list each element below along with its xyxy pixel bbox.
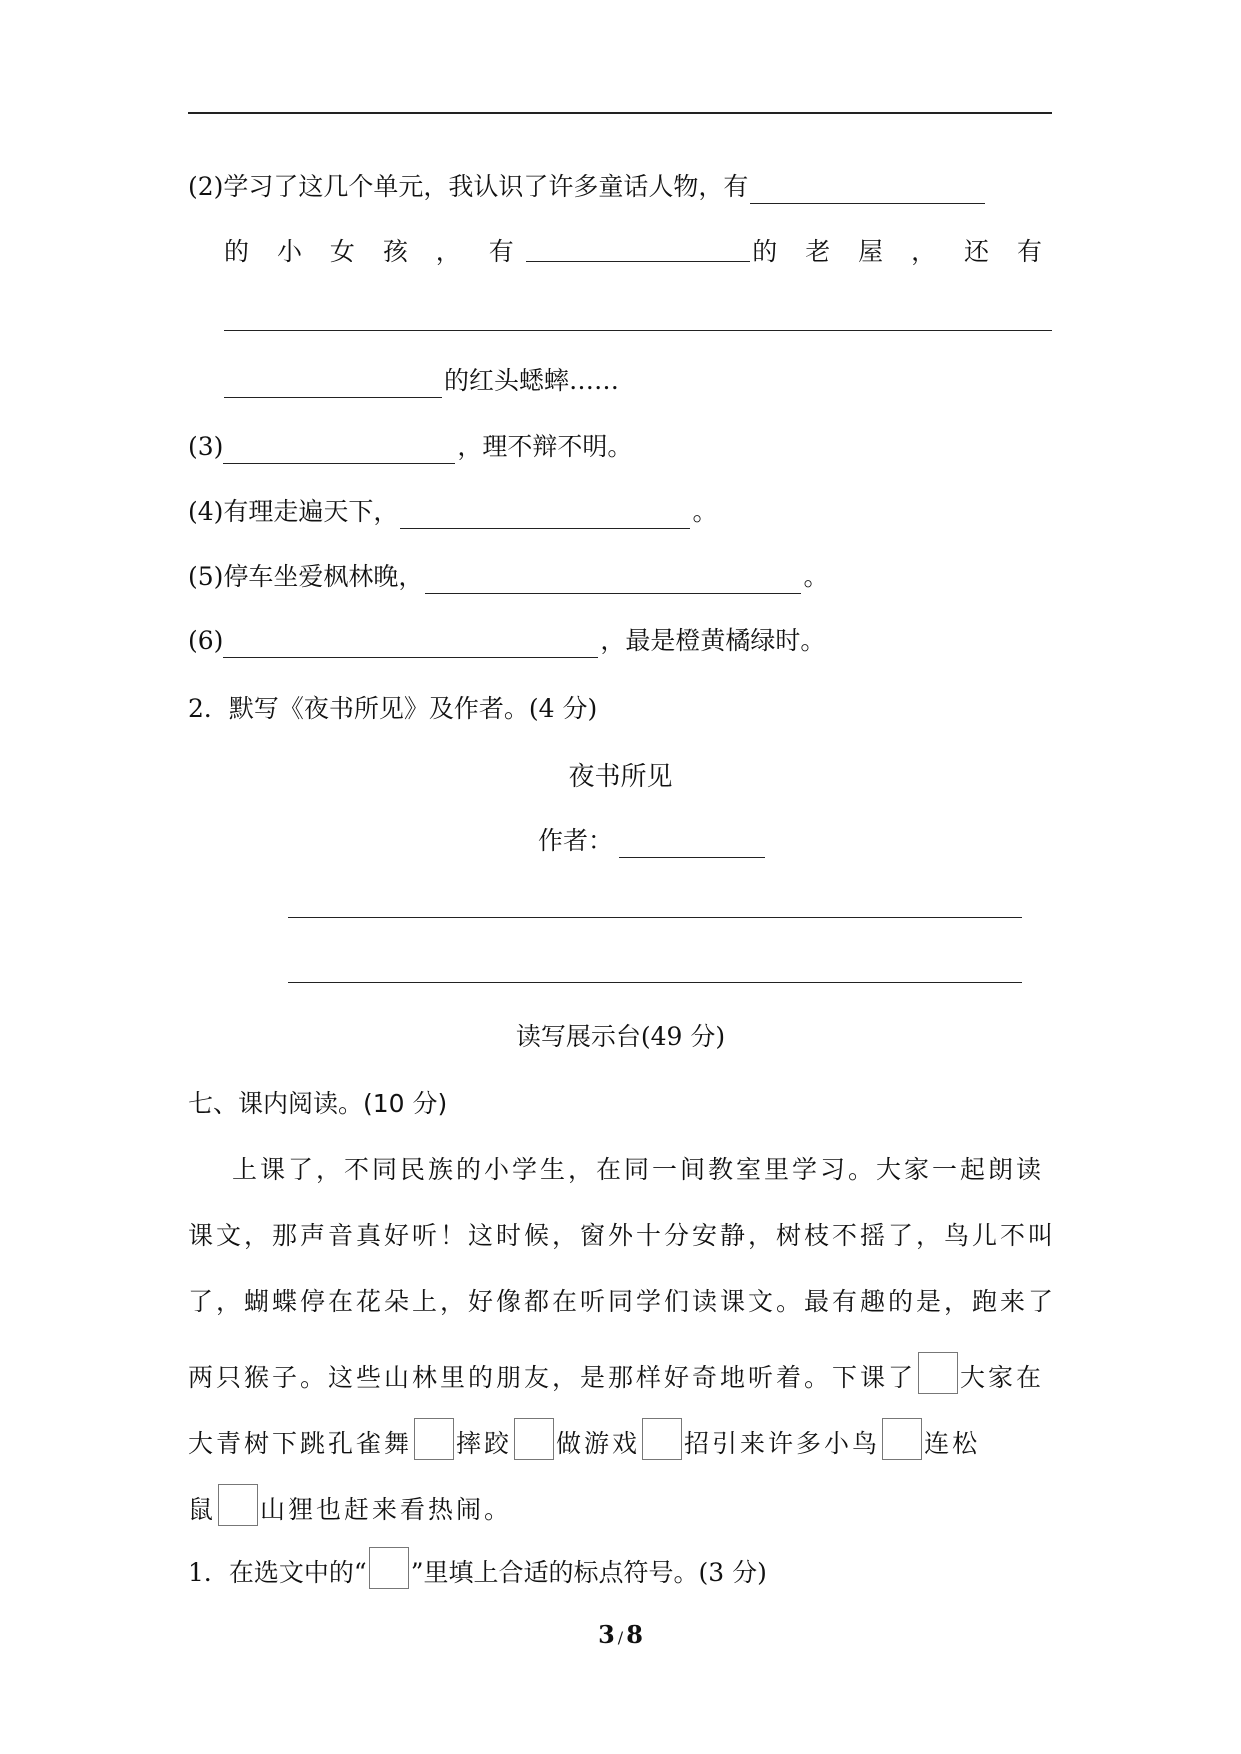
fill-item-3 [188, 430, 632, 464]
item-number: (3) [188, 432, 224, 461]
passage-text: 连松 [924, 1429, 981, 1458]
passage-line: 了，蝴蝶停在花朵上，好像都在听同学们读课文。最有趣的是，跑来了 [188, 1287, 1057, 1316]
page-total: 8 [626, 1620, 643, 1649]
punctuation-box[interactable] [514, 1418, 554, 1460]
blank-field[interactable] [224, 330, 1052, 331]
page-number [0, 1620, 1241, 1649]
fill-item-4 [188, 495, 717, 529]
item-text: ，最是橙黄橘绿时。 [600, 626, 826, 655]
author-line [538, 824, 767, 858]
question-text: ”里填上合适的标点符号。(3 分) [410, 1558, 767, 1587]
item-text: 学习了这几个单元，我认识了许多童话人物，有 [223, 172, 749, 201]
blank-field[interactable] [223, 631, 598, 658]
item-number: (5) [188, 562, 224, 591]
question-2-prompt: 2．默写《夜书所见》及作者。(4 分) [188, 694, 598, 723]
poem-line-input[interactable] [288, 917, 1022, 918]
punctuation-box[interactable] [882, 1418, 922, 1460]
passage-text: 招引来许多小鸟 [684, 1429, 881, 1458]
part-7-heading: 七、课内阅读。(10 分) [188, 1089, 448, 1118]
passage-line: 课文，那声音真好听！这时候，窗外十分安静，树枝不摇了，鸟儿不叫 [188, 1221, 1057, 1250]
passage-text: 做游戏 [556, 1429, 641, 1458]
blank-field[interactable] [425, 567, 801, 594]
passage-line [188, 1352, 1044, 1395]
answer-line[interactable] [188, 112, 1052, 114]
punctuation-box[interactable] [414, 1418, 454, 1460]
passage-line [188, 1418, 980, 1461]
passage-text: 大青树下跳孔雀舞 [188, 1429, 413, 1458]
passage-text: 摔跤 [456, 1429, 513, 1458]
fill-item-2-line-1 [188, 170, 987, 204]
item-number: (2) [188, 172, 224, 201]
fill-item-2-line-2 [224, 235, 1052, 269]
passage-text: 山狸也赶来看热闹。 [260, 1495, 513, 1524]
item-number: (4) [188, 497, 224, 526]
passage-line: 上课了，不同民族的小学生，在同一间教室里学习。大家一起朗读 [232, 1155, 1045, 1184]
item-text: 的 老 屋 ， 还 有 [752, 237, 1052, 266]
punctuation-box[interactable] [642, 1418, 682, 1460]
item-text: 的 小 女 孩 ， 有 [224, 237, 524, 266]
fill-item-5 [188, 560, 828, 594]
passage-line [188, 1484, 512, 1527]
poem-line-input[interactable] [288, 982, 1022, 983]
page-current: 3 [598, 1620, 615, 1649]
blank-field[interactable] [750, 177, 985, 204]
item-text: 。 [692, 497, 718, 526]
question-text: 1．在选文中的“ [188, 1558, 367, 1587]
fill-item-6 [188, 624, 825, 658]
item-text: 的红头蟋蟀…… [444, 366, 620, 395]
item-text: ，理不辩不明。 [457, 432, 633, 461]
section-title: 读写展示台(49 分) [515, 1022, 726, 1051]
blank-field[interactable] [400, 502, 690, 529]
passage-text: 大家在 [960, 1363, 1045, 1392]
poem-title: 夜书所见 [568, 762, 673, 792]
passage-text: 鼠 [188, 1495, 217, 1524]
punctuation-box[interactable] [218, 1484, 258, 1526]
item-text: 。 [803, 562, 829, 591]
item-text: 停车坐爱枫林晚， [223, 562, 424, 591]
part-7-question-1 [188, 1547, 767, 1590]
blank-field[interactable] [526, 235, 751, 262]
blank-field[interactable] [224, 371, 442, 398]
punctuation-box[interactable] [918, 1352, 958, 1394]
author-label: 作者： [538, 826, 614, 855]
blank-field[interactable] [223, 437, 455, 464]
passage-text: 两只猴子。这些山林里的朋友，是那样好奇地听着。下课了 [188, 1363, 917, 1392]
item-number: (6) [188, 626, 224, 655]
fill-item-2-line-4 [224, 364, 619, 398]
author-input[interactable] [619, 831, 765, 858]
punctuation-box-sample [369, 1547, 409, 1589]
page-separator: / [617, 1628, 624, 1647]
item-text: 有理走遍天下， [223, 497, 399, 526]
